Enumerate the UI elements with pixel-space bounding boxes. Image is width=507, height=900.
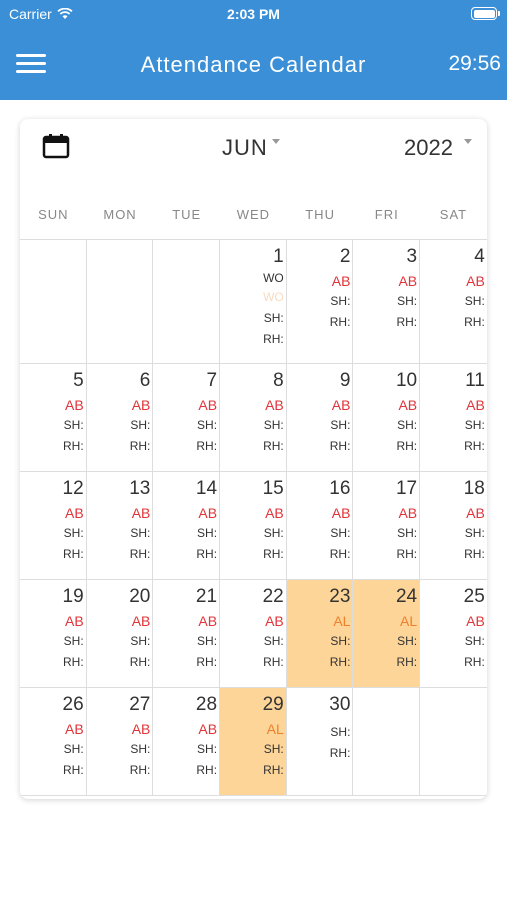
year-value: 2022 (404, 135, 453, 160)
shift-hours-label: SH: (263, 311, 284, 325)
attendance-status: AB (65, 397, 84, 413)
regular-hours-label: RH: (464, 655, 485, 669)
shift-hours-label: SH: (397, 418, 418, 432)
day-number: 12 (62, 478, 84, 499)
regular-hours-label: RH: (196, 763, 218, 777)
attendance-status: AL (266, 721, 284, 737)
day-number: 15 (262, 478, 284, 499)
regular-hours-label: RH: (263, 547, 284, 561)
shift-hours-label: SH: (330, 294, 351, 308)
attendance-status: AB (265, 397, 284, 413)
day-number: 16 (329, 478, 351, 499)
shift-hours-label: SH: (464, 526, 485, 540)
day-number: 13 (129, 478, 151, 499)
calendar-day-cell[interactable] (153, 364, 220, 471)
calendar-day-cell[interactable] (420, 580, 487, 687)
calendar-day-cell[interactable] (220, 688, 287, 795)
regular-hours-label: RH: (464, 439, 485, 453)
calendar-day-cell[interactable] (87, 580, 154, 687)
calendar-day-cell[interactable] (353, 472, 420, 579)
shift-hours-label: SH: (197, 526, 218, 540)
day-number: 2 (339, 246, 351, 267)
day-number: 22 (262, 586, 284, 607)
calendar-week-row (20, 580, 487, 688)
regular-hours-label: RH: (63, 547, 84, 561)
regular-hours-label: RH: (263, 655, 284, 669)
attendance-status: AB (466, 273, 485, 289)
shift-hours-label: SH: (397, 526, 418, 540)
shift-hours-label: SH: (464, 634, 485, 648)
calendar-day-cell[interactable] (87, 688, 154, 795)
regular-hours-label: RH: (129, 547, 151, 561)
day-number: 14 (195, 478, 218, 499)
attendance-status: AB (65, 613, 84, 629)
day-number: 30 (329, 694, 351, 715)
calendar-grid (20, 239, 487, 796)
day-number: 4 (474, 246, 485, 267)
calendar-week-row (20, 364, 487, 472)
calendar-card (20, 119, 487, 799)
weekday-label: THU (305, 207, 335, 222)
weekday-label: SUN (38, 207, 69, 222)
attendance-status: AB (198, 397, 218, 413)
shift-hours-label: SH: (397, 634, 418, 648)
day-number: 28 (195, 694, 218, 715)
calendar-day-cell[interactable] (220, 472, 287, 579)
regular-hours-label: RH: (263, 332, 284, 346)
regular-hours-label: RH: (63, 763, 84, 777)
attendance-status: AB (398, 273, 418, 289)
calendar-day-cell[interactable] (287, 688, 354, 795)
calendar-day-cell[interactable] (420, 240, 487, 363)
weekday-label: TUE (172, 207, 202, 222)
attendance-status: AB (398, 397, 418, 413)
calendar-day-cell[interactable] (420, 364, 487, 471)
day-number: 26 (62, 694, 84, 715)
shift-hours-label: SH: (130, 742, 151, 756)
regular-hours-label: RH: (396, 547, 418, 561)
day-number: 9 (339, 370, 351, 391)
weekday-label: SAT (439, 207, 468, 222)
shift-hours-label: SH: (330, 526, 351, 540)
month-caret-icon (272, 139, 280, 144)
weekday-label: WED (236, 207, 271, 222)
calendar-empty-cell (420, 688, 487, 795)
calendar-day-cell[interactable] (420, 472, 487, 579)
session-timer: 29:56 (448, 52, 501, 75)
regular-hours-label: RH: (329, 439, 351, 453)
attendance-status: AB (65, 505, 84, 521)
attendance-status: AB (65, 721, 84, 737)
attendance-status: AB (466, 505, 485, 521)
attendance-status: AB (466, 613, 485, 629)
month-dropdown[interactable] (222, 135, 268, 161)
calendar-day-cell[interactable] (20, 580, 87, 687)
calendar-icon[interactable] (42, 133, 70, 159)
shift-hours-label: SH: (330, 725, 351, 739)
calendar-day-cell[interactable] (353, 240, 420, 363)
attendance-status: AB (331, 397, 351, 413)
calendar-day-cell[interactable] (153, 472, 220, 579)
regular-hours-label: RH: (263, 763, 284, 777)
weekday-label: MON (103, 207, 137, 222)
calendar-day-cell[interactable] (220, 240, 287, 363)
status-bar (0, 0, 507, 28)
regular-hours-label: RH: (396, 439, 418, 453)
shift-hours-label: SH: (130, 418, 151, 432)
calendar-day-cell[interactable] (20, 364, 87, 471)
carrier-label: Carrier (9, 6, 52, 22)
calendar-empty-cell (87, 240, 154, 363)
calendar-day-cell[interactable] (153, 580, 220, 687)
attendance-status: AB (131, 613, 151, 629)
shift-hours-label: SH: (63, 418, 84, 432)
day-number: 25 (463, 586, 485, 607)
regular-hours-label: RH: (129, 439, 151, 453)
calendar-week-row (20, 688, 487, 796)
shift-hours-label: SH: (197, 418, 218, 432)
calendar-empty-cell (353, 688, 420, 795)
attendance-status: AB (466, 397, 485, 413)
shift-hours-label: SH: (263, 634, 284, 648)
calendar-empty-cell (153, 240, 220, 363)
calendar-day-cell[interactable] (287, 240, 354, 363)
weekday-label: FRI (374, 207, 399, 222)
calendar-day-cell[interactable] (20, 688, 87, 795)
regular-hours-label: RH: (63, 655, 84, 669)
calendar-week-row (20, 240, 487, 364)
regular-hours-label: RH: (329, 547, 351, 561)
calendar-day-cell[interactable] (220, 364, 287, 471)
regular-hours-label: RH: (196, 547, 218, 561)
calendar-day-cell[interactable] (87, 364, 154, 471)
day-number: 18 (463, 478, 485, 499)
year-dropdown[interactable] (404, 135, 453, 161)
calendar-day-cell[interactable] (220, 580, 287, 687)
day-number: 21 (195, 586, 218, 607)
shift-hours-label: SH: (63, 742, 84, 756)
regular-hours-label: RH: (129, 763, 151, 777)
day-number: 1 (273, 246, 284, 267)
day-number: 17 (395, 478, 418, 499)
attendance-status: AB (265, 613, 284, 629)
day-number: 29 (262, 694, 284, 715)
page-title: Attendance Calendar (140, 52, 367, 77)
shift-hours-label: SH: (197, 634, 218, 648)
calendar-header (20, 119, 487, 199)
attendance-status: AB (331, 273, 351, 289)
regular-hours-label: RH: (396, 315, 418, 329)
calendar-day-cell[interactable] (353, 580, 420, 687)
day-number: 3 (406, 246, 418, 267)
regular-hours-label: RH: (263, 439, 284, 453)
day-number: 6 (139, 370, 151, 391)
day-number: 20 (129, 586, 151, 607)
calendar-empty-cell (20, 240, 87, 363)
shift-hours-label: SH: (130, 526, 151, 540)
attendance-status: AB (198, 613, 218, 629)
status-time: 2:03 PM (227, 6, 280, 22)
regular-hours-label: RH: (129, 655, 151, 669)
day-number: 24 (395, 586, 418, 607)
weekday-header (20, 207, 487, 222)
calendar-day-cell[interactable] (287, 580, 354, 687)
regular-hours-label: RH: (329, 746, 351, 760)
day-number: 7 (206, 370, 218, 391)
attendance-status: AB (131, 721, 151, 737)
day-number: 19 (62, 586, 84, 607)
shift-hours-label: SH: (263, 742, 284, 756)
shift-hours-label: SH: (330, 418, 351, 432)
attendance-status: AL (400, 613, 418, 629)
attendance-status: WO (263, 271, 284, 285)
attendance-status: AB (331, 505, 351, 521)
calendar-day-cell[interactable] (287, 472, 354, 579)
shift-hours-label: SH: (330, 634, 351, 648)
calendar-day-cell[interactable] (153, 688, 220, 795)
regular-hours-label: RH: (396, 655, 418, 669)
regular-hours-label: RH: (196, 655, 218, 669)
regular-hours-label: RH: (464, 547, 485, 561)
shift-hours-label: SH: (397, 294, 418, 308)
regular-hours-label: RH: (329, 315, 351, 329)
day-number: 23 (329, 586, 351, 607)
regular-hours-label: RH: (63, 439, 84, 453)
shift-hours-label: SH: (63, 634, 84, 648)
regular-hours-label: RH: (329, 655, 351, 669)
attendance-status: AB (131, 505, 151, 521)
attendance-status: WO (263, 290, 284, 304)
day-number: 27 (129, 694, 151, 715)
calendar-week-row (20, 472, 487, 580)
attendance-status: AB (198, 721, 218, 737)
shift-hours-label: SH: (464, 418, 485, 432)
calendar-day-cell[interactable] (353, 364, 420, 471)
attendance-status: AB (265, 505, 284, 521)
calendar-day-cell[interactable] (20, 472, 87, 579)
month-value: JUN (222, 135, 268, 160)
shift-hours-label: SH: (263, 526, 284, 540)
attendance-status: AB (131, 397, 151, 413)
day-number: 5 (73, 370, 84, 391)
regular-hours-label: RH: (464, 315, 485, 329)
calendar-day-cell[interactable] (87, 472, 154, 579)
attendance-status: AL (333, 613, 351, 629)
calendar-day-cell[interactable] (287, 364, 354, 471)
shift-hours-label: SH: (464, 294, 485, 308)
attendance-status: AB (398, 505, 418, 521)
day-number: 10 (395, 370, 418, 391)
attendance-status: AB (198, 505, 218, 521)
nav-bar (0, 28, 507, 100)
shift-hours-label: SH: (263, 418, 284, 432)
regular-hours-label: RH: (196, 439, 218, 453)
shift-hours-label: SH: (130, 634, 151, 648)
day-number: 11 (465, 370, 485, 391)
shift-hours-label: SH: (197, 742, 218, 756)
day-number: 8 (273, 370, 284, 391)
shift-hours-label: SH: (63, 526, 84, 540)
battery-icon (471, 7, 497, 20)
year-caret-icon (464, 139, 472, 144)
